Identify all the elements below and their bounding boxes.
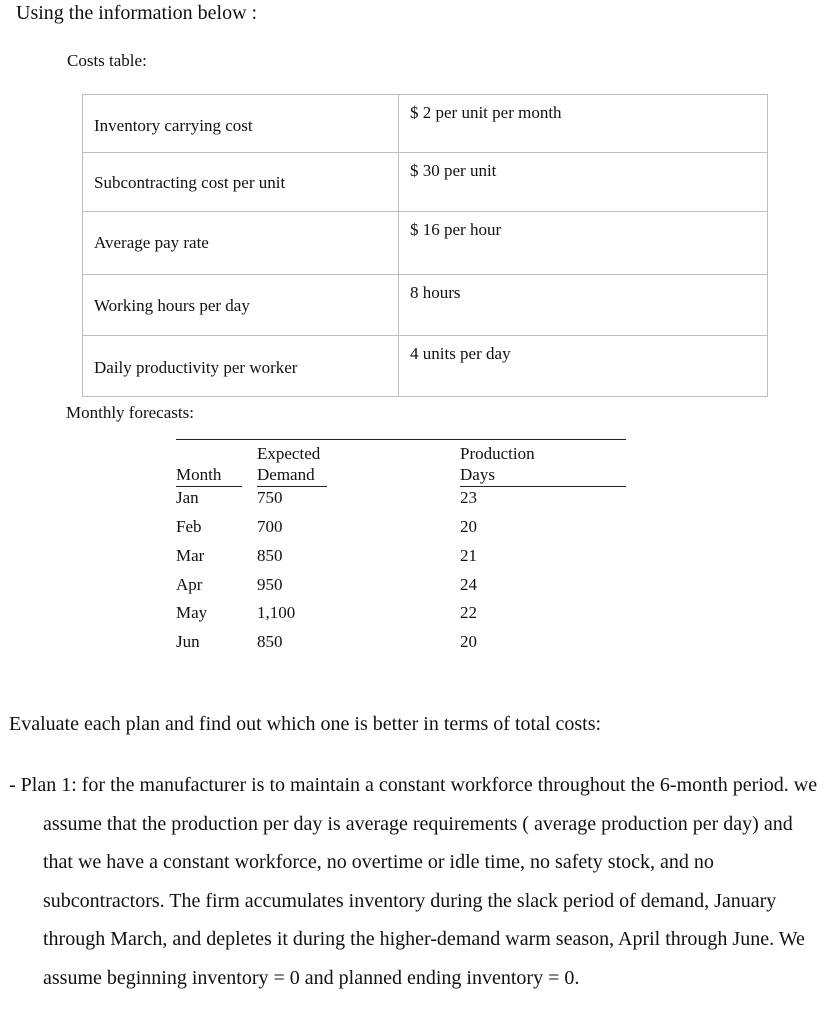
cost-label-cell [83, 212, 399, 275]
cost-label: Daily productivity per worker [94, 358, 298, 377]
forecast-demand: 1,100 [257, 603, 296, 622]
header-rule-days [460, 486, 626, 487]
forecast-month: Apr [176, 575, 203, 594]
costs-table-label: Costs table: [67, 51, 147, 70]
header-demand-line2: Demand [257, 465, 315, 484]
forecast-days: 20 [460, 632, 477, 651]
costs-row [83, 153, 768, 212]
intro-text: Using the information below : [16, 2, 258, 24]
forecast-month: Mar [176, 546, 205, 565]
forecast-top-rule [176, 439, 626, 440]
forecast-days: 22 [460, 603, 477, 622]
forecast-demand: 850 [257, 546, 283, 565]
costs-row [83, 275, 768, 336]
cost-value-cell [399, 275, 768, 336]
forecast-month: Jan [176, 488, 199, 507]
forecast-month: Feb [176, 517, 202, 536]
cost-value-cell [399, 95, 768, 153]
cost-label: Inventory carrying cost [94, 116, 253, 135]
forecast-days: 24 [460, 575, 477, 594]
costs-table [82, 94, 768, 397]
forecast-days: 23 [460, 488, 477, 507]
cost-value: 4 units per day [410, 344, 511, 363]
forecast-month: Jun [176, 632, 200, 651]
header-demand-line1: Expected [257, 444, 321, 463]
cost-value-cell [399, 336, 768, 397]
costs-row [83, 336, 768, 397]
header-days-line2: Days [460, 465, 495, 484]
costs-row [83, 212, 768, 275]
cost-label-cell [83, 95, 399, 153]
cost-value-cell [399, 212, 768, 275]
forecast-demand: 950 [257, 575, 283, 594]
forecast-month: May [176, 603, 208, 622]
cost-label-cell [83, 336, 399, 397]
cost-label: Subcontracting cost per unit [94, 173, 286, 192]
cost-label: Average pay rate [94, 233, 209, 252]
cost-value: 8 hours [410, 283, 461, 302]
forecast-demand: 700 [257, 517, 283, 536]
header-days-line1: Production [460, 444, 535, 463]
forecast-days: 20 [460, 517, 477, 536]
cost-value-cell [399, 153, 768, 212]
evaluate-instruction: Evaluate each plan and find out which one is better in terms of total costs: [9, 713, 602, 735]
plan-1-paragraph: - Plan 1: for the manufacturer is to maintain a constant workforce throughout the 6-month period. we assume that the production per day is average requirements ( average production per day) and that we have a constant workforce, no overtime or idle time, no safety stock, and no subcontractors. The firm accumulates inventory during the slack period of demand, January through March, and depletes it during the higher-demand warm season, April through June. We assume beginning inventory = 0 and planned ending inventory = 0. [9, 774, 818, 989]
cost-label: Working hours per day [94, 296, 250, 315]
cost-label-cell [83, 275, 399, 336]
monthly-forecasts-label: Monthly forecasts: [66, 403, 194, 422]
header-month: Month [176, 465, 222, 484]
cost-value: $ 16 per hour [410, 220, 502, 239]
forecast-demand: 750 [257, 488, 283, 507]
cost-value: $ 30 per unit [410, 161, 497, 180]
cost-value: $ 2 per unit per month [410, 103, 562, 122]
cost-label-cell [83, 153, 399, 212]
costs-row [83, 95, 768, 153]
forecast-days: 21 [460, 546, 477, 565]
forecast-demand: 850 [257, 632, 283, 651]
